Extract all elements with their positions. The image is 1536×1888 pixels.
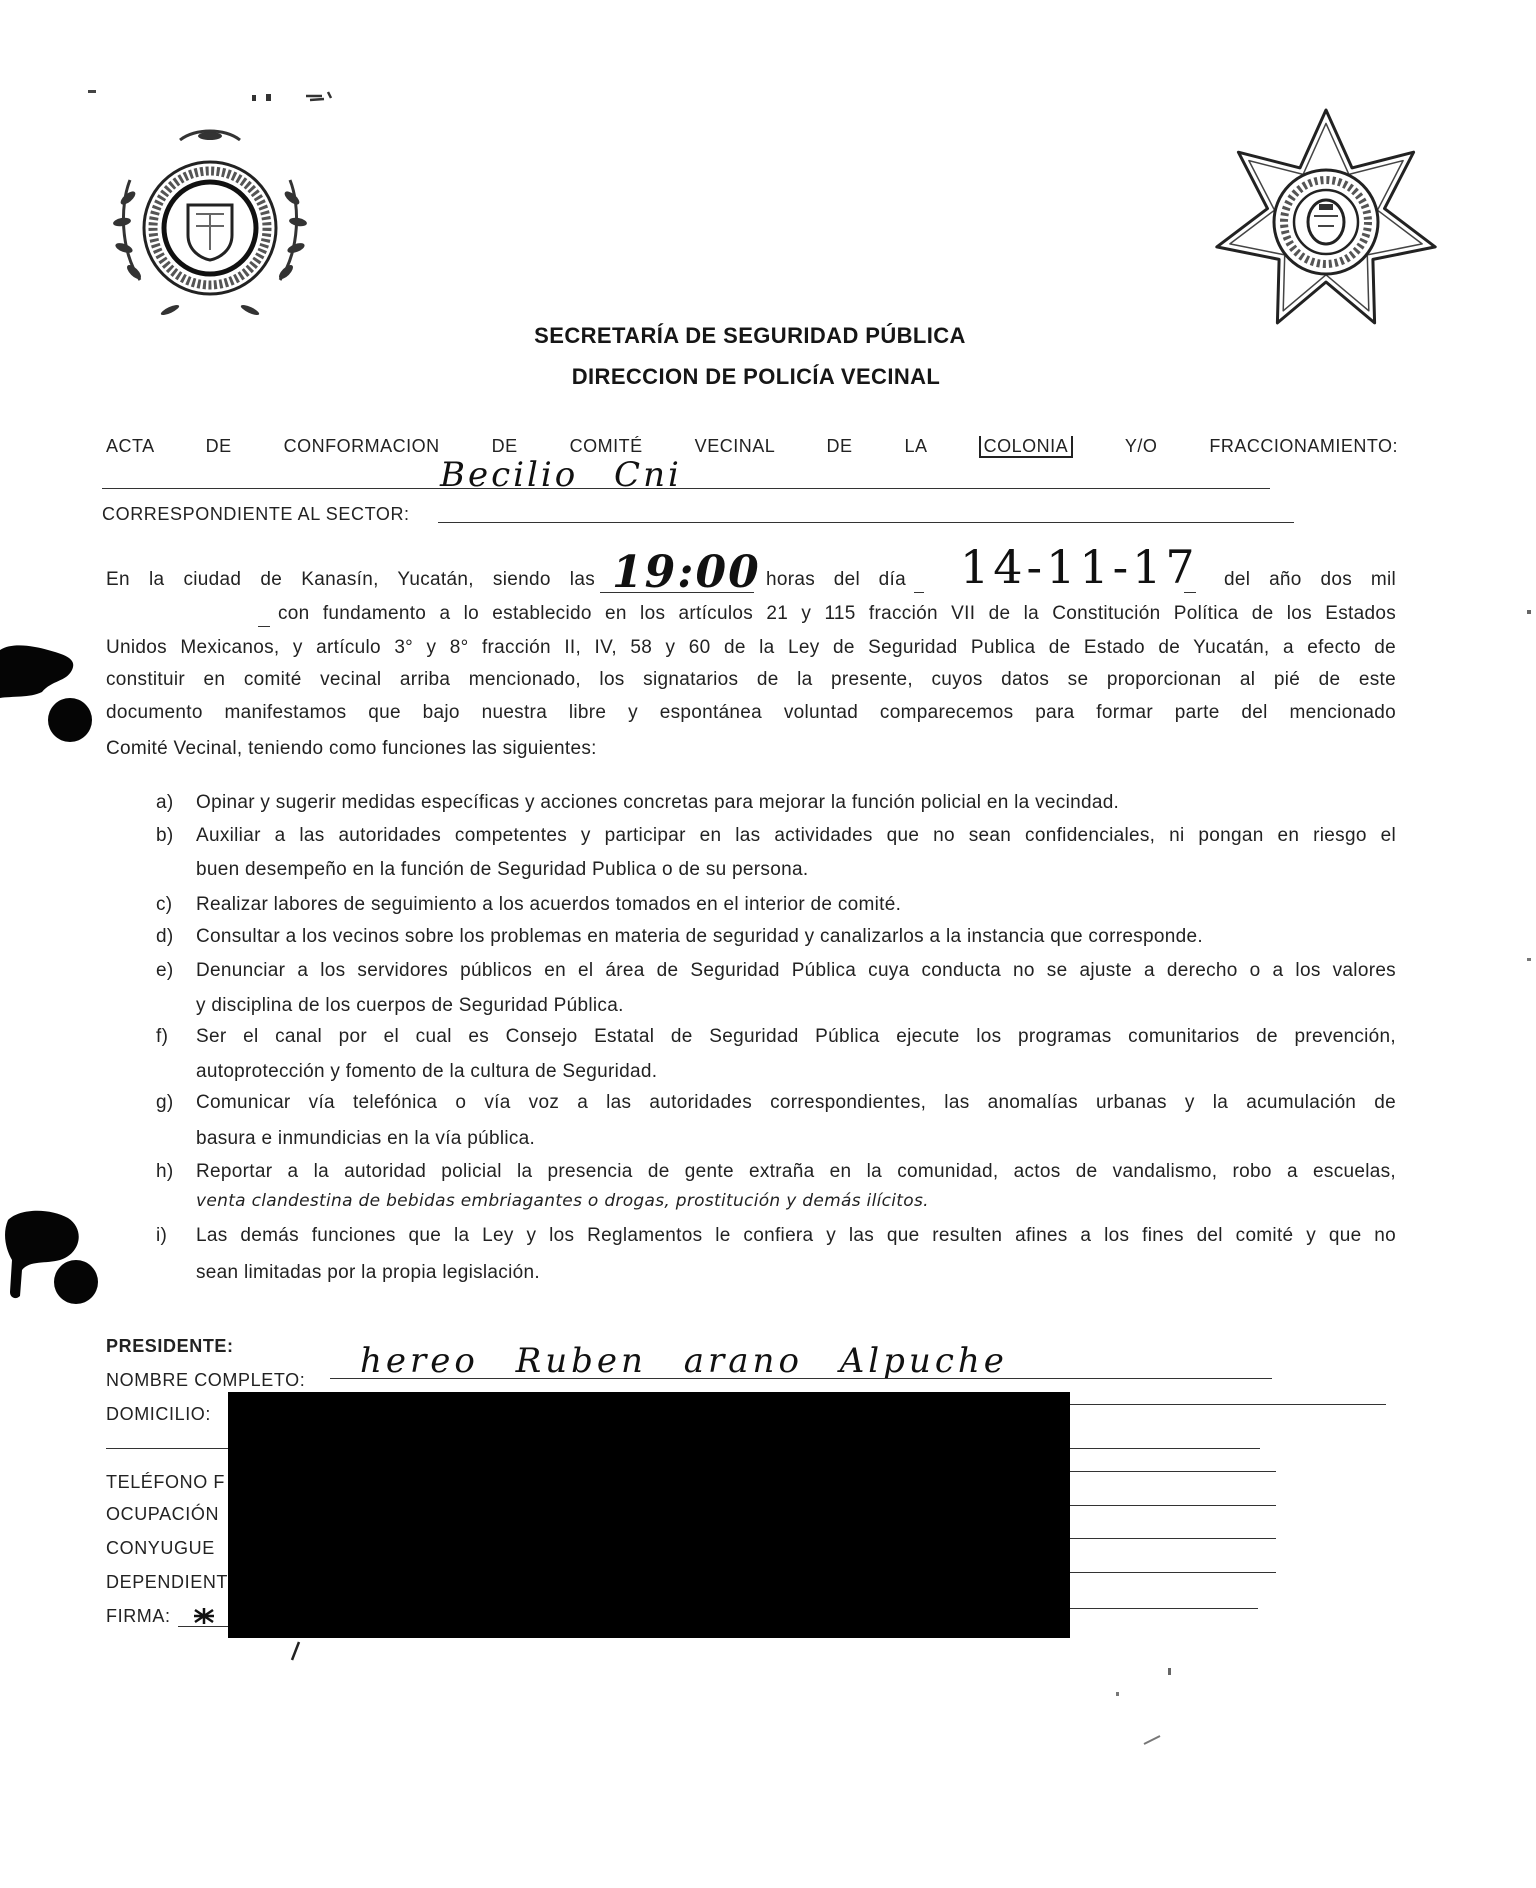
year-underline bbox=[258, 626, 270, 627]
paragraph-line-1-start: En la ciudad de Kanasín, Yucatán, siendo las bbox=[106, 569, 595, 590]
list-item-continuation: autoprotección y fomento de la cultura de Seguridad. bbox=[196, 1061, 658, 1082]
paragraph-line-4: constituir en comité vecinal arriba mencionado, los signatarios de la presente, cuyos datos se proporcionan al pié de este bbox=[106, 669, 1396, 690]
firma-label: FIRMA: bbox=[106, 1606, 171, 1626]
dependientes-label: DEPENDIENT bbox=[106, 1572, 229, 1592]
list-item: Las demás funciones que la Ley y los Reglamentos le confiera y las que resulten afines a los fines del comité y que no bbox=[196, 1225, 1396, 1246]
sector-label: CORRESPONDIENTE AL SECTOR: bbox=[102, 504, 410, 524]
acta-heading-suffix: Y/O FRACCIONAMIENTO: bbox=[1124, 436, 1398, 456]
list-item: Consultar a los vecinos sobre los problemas en materia de seguridad y canalizarlos a la instancia que corresponde. bbox=[196, 926, 1203, 947]
list-item-letter: f) bbox=[156, 1026, 169, 1047]
list-item-letter: d) bbox=[156, 926, 174, 947]
list-item-letter: e) bbox=[156, 960, 174, 981]
list-item-continuation: y disciplina de los cuerpos de Seguridad Pública. bbox=[196, 995, 624, 1016]
list-item-letter: h) bbox=[156, 1161, 174, 1182]
president-heading: PRESIDENTE: bbox=[106, 1336, 234, 1356]
firma-underline-right bbox=[1070, 1608, 1258, 1609]
dependientes-underline bbox=[1070, 1572, 1276, 1573]
signature-mark-icon bbox=[192, 1606, 216, 1626]
punch-hole-blob-upper bbox=[0, 640, 100, 750]
colonia-option: COLONIA bbox=[979, 436, 1074, 458]
list-item: Opinar y sugerir medidas específicas y acciones concretas para mejorar la función policial en la vecindad. bbox=[196, 792, 1120, 813]
list-item: Auxiliar a las autoridades competentes y participar en las actividades que no sean confidenciales, ni pongan en riesgo el bbox=[196, 825, 1396, 846]
list-item-letter: c) bbox=[156, 894, 173, 915]
list-item-letter: a) bbox=[156, 792, 174, 813]
redaction-block bbox=[228, 1392, 1070, 1638]
list-item-continuation: venta clandestina de bebidas embriagantes o drogas, prostitución y demás ilícitos. bbox=[196, 1191, 929, 1211]
list-item-continuation: basura e inmundicias en la vía pública. bbox=[196, 1128, 536, 1149]
scan-specks-top bbox=[84, 86, 344, 110]
hora-handwritten-value: 19:00 bbox=[612, 547, 761, 598]
paragraph-line-1-mid: horas del día bbox=[766, 569, 906, 590]
paragraph-line-3: Unidos Mexicanos, y artículo 3° y 8° fracción II, IV, 58 y 60 de la Ley de Seguridad Publica de Estado de Yucatán, a efecto de bbox=[106, 637, 1396, 658]
ocupacion-underline bbox=[1070, 1505, 1276, 1506]
fecha-underline-left bbox=[914, 592, 924, 593]
list-item: Reportar a la autoridad policial la presencia de gente extraña en la comunidad, actos de vandalismo, robo a escuelas, bbox=[196, 1161, 1396, 1182]
conyugue-label: CONYUGUE bbox=[106, 1538, 215, 1558]
fecha-handwritten-value: 14-11-17 bbox=[960, 540, 1199, 594]
paragraph-line-6: Comité Vecinal, teniendo como funciones las siguientes: bbox=[106, 738, 597, 759]
list-item: Denunciar a los servidores públicos en el área de Seguridad Pública cuya conducta no se ajuste a derecho o a los valores bbox=[196, 960, 1396, 981]
paragraph-line-5: documento manifestamos que bajo nuestra libre y espontánea voluntad comparecemos para formar parte del mencionado bbox=[106, 702, 1396, 723]
domicilio-second-underline-right bbox=[1070, 1448, 1260, 1449]
domicilio-underline bbox=[1070, 1404, 1386, 1405]
name-label: NOMBRE COMPLETO: bbox=[106, 1370, 306, 1390]
municipal-police-star-icon bbox=[1200, 100, 1450, 340]
paragraph-line-1-end: del año dos mil bbox=[1224, 569, 1396, 590]
list-item-continuation: sean limitadas por la propia legislación. bbox=[196, 1262, 540, 1283]
scan-specks-right bbox=[1524, 606, 1534, 966]
list-item-letter: b) bbox=[156, 825, 174, 846]
acta-heading bbox=[106, 433, 1398, 459]
fecha-underline-right bbox=[1184, 592, 1196, 593]
colonia-underline bbox=[102, 488, 1270, 489]
list-item-letter: i) bbox=[156, 1225, 168, 1246]
punch-hole-blob-lower bbox=[0, 1200, 110, 1320]
sector-underline bbox=[438, 522, 1294, 523]
telefono-label: TELÉFONO F bbox=[106, 1472, 226, 1492]
scan-specks-bottom bbox=[1100, 1660, 1190, 1760]
pen-stroke-mark bbox=[288, 1640, 302, 1662]
page-title: SECRETARÍA DE SEGURIDAD PÚBLICA bbox=[534, 323, 966, 348]
list-item-continuation: buen desempeño en la función de Seguridad Publica o de su persona. bbox=[196, 859, 809, 880]
state-security-seal-icon bbox=[100, 110, 330, 340]
telefono-underline bbox=[1070, 1471, 1276, 1472]
list-item: Realizar labores de seguimiento a los acuerdos tomados en el interior de comité. bbox=[196, 894, 902, 915]
list-item-letter: g) bbox=[156, 1092, 174, 1113]
colonia-handwritten-value: Becilio Cni bbox=[440, 455, 682, 495]
paragraph-line-2: con fundamento a lo establecido en los artículos 21 y 115 fracción VII de la Constitución Política de los Estados bbox=[278, 603, 1396, 624]
list-item: Ser el canal por el cual es Consejo Estatal de Seguridad Pública ejecute los programas comunitarios de prevención, bbox=[196, 1026, 1396, 1047]
name-underline bbox=[330, 1378, 1272, 1379]
domicilio-label: DOMICILIO: bbox=[106, 1404, 212, 1424]
name-handwritten-value: hereo Ruben arano Alpuche bbox=[360, 1341, 1008, 1381]
ocupacion-label: OCUPACIÓN bbox=[106, 1504, 220, 1524]
acta-heading-text: ACTA DE CONFORMACION DE COMITÉ VECINAL DE LA bbox=[106, 436, 927, 456]
page-subtitle: DIRECCION DE POLICÍA VECINAL bbox=[571, 364, 941, 389]
list-item: Comunicar vía telefónica o vía voz a las autoridades correspondientes, las anomalías urbanas y la acumulación de bbox=[196, 1092, 1396, 1113]
conyugue-underline bbox=[1070, 1538, 1276, 1539]
firma-underline-left bbox=[178, 1626, 228, 1627]
domicilio-second-underline-left bbox=[106, 1448, 228, 1449]
